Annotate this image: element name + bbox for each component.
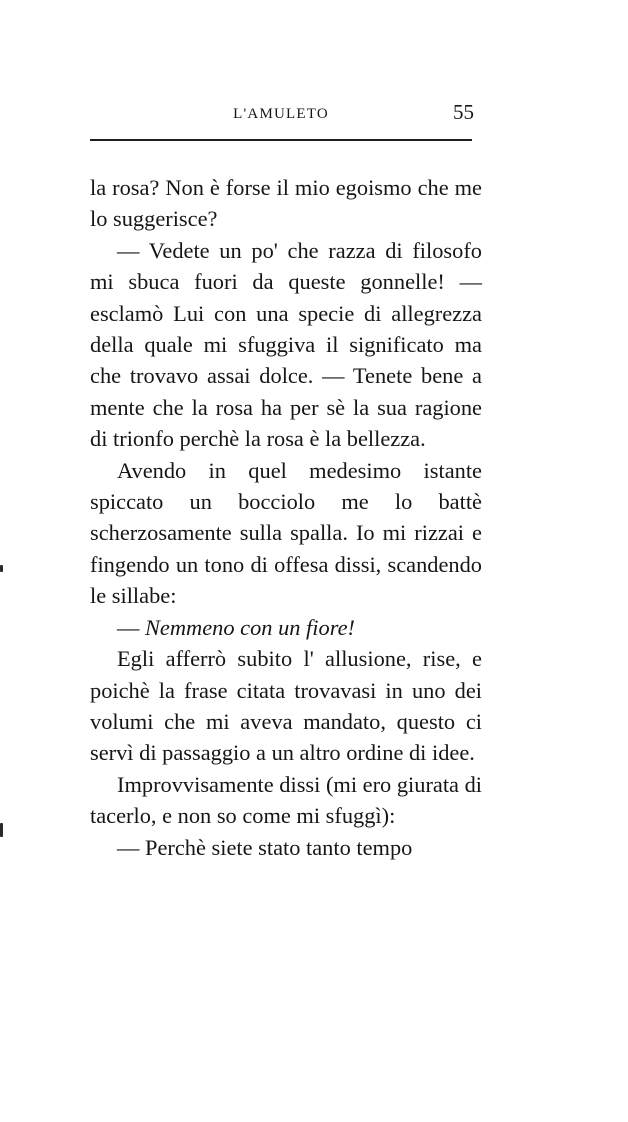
quote-dash: —: [117, 614, 145, 640]
paragraph: Avendo in quel medesimo istante spiccato un bocciolo me lo battè scherzosamente sulla spalla. Io mi rizzai e fingendo un tono di offesa dissi, scandendo le sillabe:: [90, 457, 482, 609]
running-head: [90, 100, 472, 130]
scan-margin-mark: [0, 823, 3, 837]
running-title: L'AMULETO: [233, 106, 329, 122]
header-rule: [90, 139, 472, 141]
quote-italic-text: Nemmeno con un fiore!: [145, 614, 355, 640]
page-number: 55: [453, 100, 474, 124]
scan-margin-mark: [0, 565, 3, 572]
paragraph-dialogue: — Perchè siete stato tanto tempo: [117, 834, 413, 860]
paragraph: Improvvisamente dissi (mi ero giurata di tacerlo, e non so come mi sfuggì):: [90, 771, 483, 829]
paragraph-continuation: la rosa? Non è forse il mio egoismo che me lo suggerisce?: [90, 175, 482, 232]
paragraph: Egli afferrò subito l' allusione, rise, e poichè la frase citata trovavasi in uno dei volumi che mi aveva mandato, questo ci servì di passaggio a un altro ordine di idee.: [90, 646, 482, 766]
paragraph-dialogue: — Vedete un po' che razza di filosofo mi sbuca fuori da queste gonnelle! — esclamò Lui con una specie di allegrezza della quale mi sfuggiva il significato ma che trovavo assai dolce. — Tenete bene a mente che la rosa ha per sè la sua ragione di trionfo perchè la rosa è la bellezza.: [90, 237, 482, 452]
body-text: [90, 172, 482, 863]
quoted-line: [90, 612, 482, 643]
